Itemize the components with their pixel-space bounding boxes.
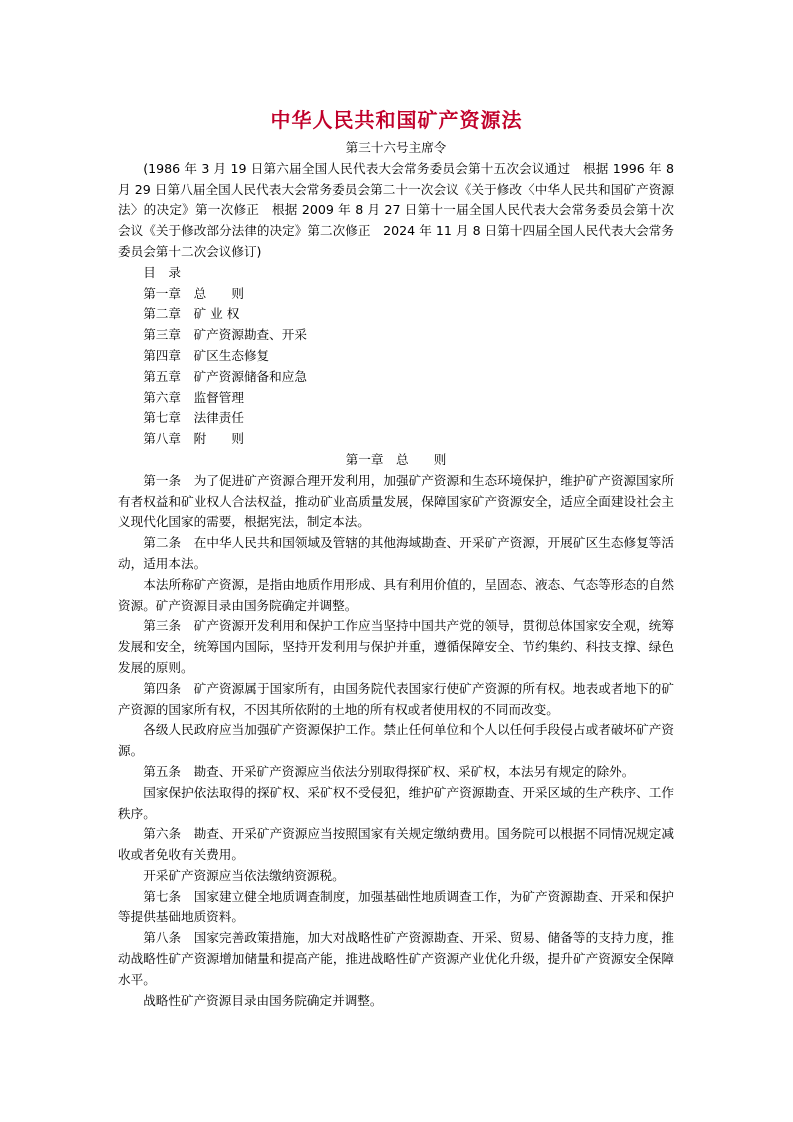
article-paragraph: 本法所称矿产资源，是指由地质作用形成、具有利用价值的，呈固态、液态、气态等形态的自然资源。矿产资源目录由国务院确定并调整。 bbox=[118, 576, 674, 613]
article-paragraph: 开采矿产资源应当依法缴纳资源税。 bbox=[143, 867, 345, 883]
article-paragraph: 各级人民政府应当加强矿产资源保护工作。禁止任何单位和个人以任何手段侵占或者破坏矿产资源。 bbox=[118, 722, 674, 759]
toc-item: 第八章 附 则 bbox=[143, 431, 244, 447]
toc-item: 第七章 法律责任 bbox=[143, 410, 244, 426]
toc-heading: 目 录 bbox=[143, 264, 181, 280]
document-body bbox=[118, 138, 674, 1011]
document-title: 中华人民共和国矿产资源法 bbox=[270, 108, 523, 132]
article-paragraph: 第二条 在中华人民共和国领域及管辖的其他海域勘查、开采矿产资源，开展矿区生态修复等活动，适用本法。 bbox=[118, 535, 674, 571]
toc-item: 第二章 矿 业 权 bbox=[143, 306, 240, 322]
article-paragraph: 第七条 国家建立健全地质调查制度，加强基础性地质调查工作，为矿产资源勘查、开采和保护等提供基础地质资料。 bbox=[118, 888, 674, 925]
toc-item: 第四章 矿区生态修复 bbox=[143, 347, 270, 363]
article-paragraph: 战略性矿产资源目录由国务院确定并调整。 bbox=[143, 992, 383, 1008]
chapter-heading: 第一章 总 则 bbox=[345, 451, 447, 467]
toc-item: 第一章 总 则 bbox=[143, 285, 244, 301]
article-paragraph: 第五条 勘查、开采矿产资源应当依法分别取得探矿权、采矿权，本法另有规定的除外。 bbox=[143, 763, 635, 779]
toc-item: 第六章 监督管理 bbox=[143, 389, 244, 405]
toc-item: 第五章 矿产资源储备和应急 bbox=[143, 368, 307, 384]
table-of-contents bbox=[118, 263, 674, 450]
article-paragraph: 国家保护依法取得的探矿权、采矿权不受侵犯，维护矿产资源勘查、开采区域的生产秩序、工作秩序。 bbox=[118, 784, 674, 821]
article-paragraph: 第八条 国家完善政策措施，加大对战略性矿产资源勘查、开采、贸易、储备等的支持力度，推动战略性矿产资源增加储量和提高产能，推进战略性矿产资源产业优化升级，提升矿产资源安全保障水平。 bbox=[118, 930, 674, 987]
toc-item: 第三章 矿产资源勘查、开采 bbox=[143, 327, 307, 343]
order-number: 第三十六号主席令 bbox=[345, 140, 447, 155]
article-paragraph: 第六条 勘查、开采矿产资源应当按照国家有关规定缴纳费用。国务院可以根据不同情况规定减收或者免收有关费用。 bbox=[118, 826, 674, 863]
article-paragraph: 第四条 矿产资源属于国家所有，由国务院代表国家行使矿产资源的所有权。地表或者地下的矿产资源的国家所有权，不因其所依附的土地的所有权或者使用权的不同而改变。 bbox=[118, 680, 674, 717]
article-paragraph: 第三条 矿产资源开发利用和保护工作应当坚持中国共产党的领导，贯彻总体国家安全观，统筹发展和安全，统筹国内国际，坚持开发利用与保护并重，遵循保障安全、节约集约、科技支撑、绿色发展的原则。 bbox=[118, 618, 674, 675]
article-paragraph: 第一条 为了促进矿产资源合理开发利用，加强矿产资源和生态环境保护，维护矿产资源国家所有者权益和矿业权人合法权益，推动矿业高质量发展，保障国家矿产资源安全，适应全面建设社会主义现代化国家的需要，根据宪法，制定本法。 bbox=[118, 472, 674, 530]
chapter-1 bbox=[118, 450, 674, 1012]
amendment-history: (1986 年 3 月 19 日第六届全国人民代表大会常务委员会第十五次会议通过 根据 1996 年 8 月 29 日第八届全国人民代表大会常务委员会第二十一次会议《关于修改〈中华人民共和国矿产资源法〉的决定》第一次修正 根据 2009 年 8 月 27 日第十一届全国人民代表大会常务委员会第十次会议《关于修改部分法律的决定》第二次修正 2024 年 11 月 8 日第十四届全国人民代表大会常务委员会第十二次会议修订) bbox=[118, 160, 674, 259]
